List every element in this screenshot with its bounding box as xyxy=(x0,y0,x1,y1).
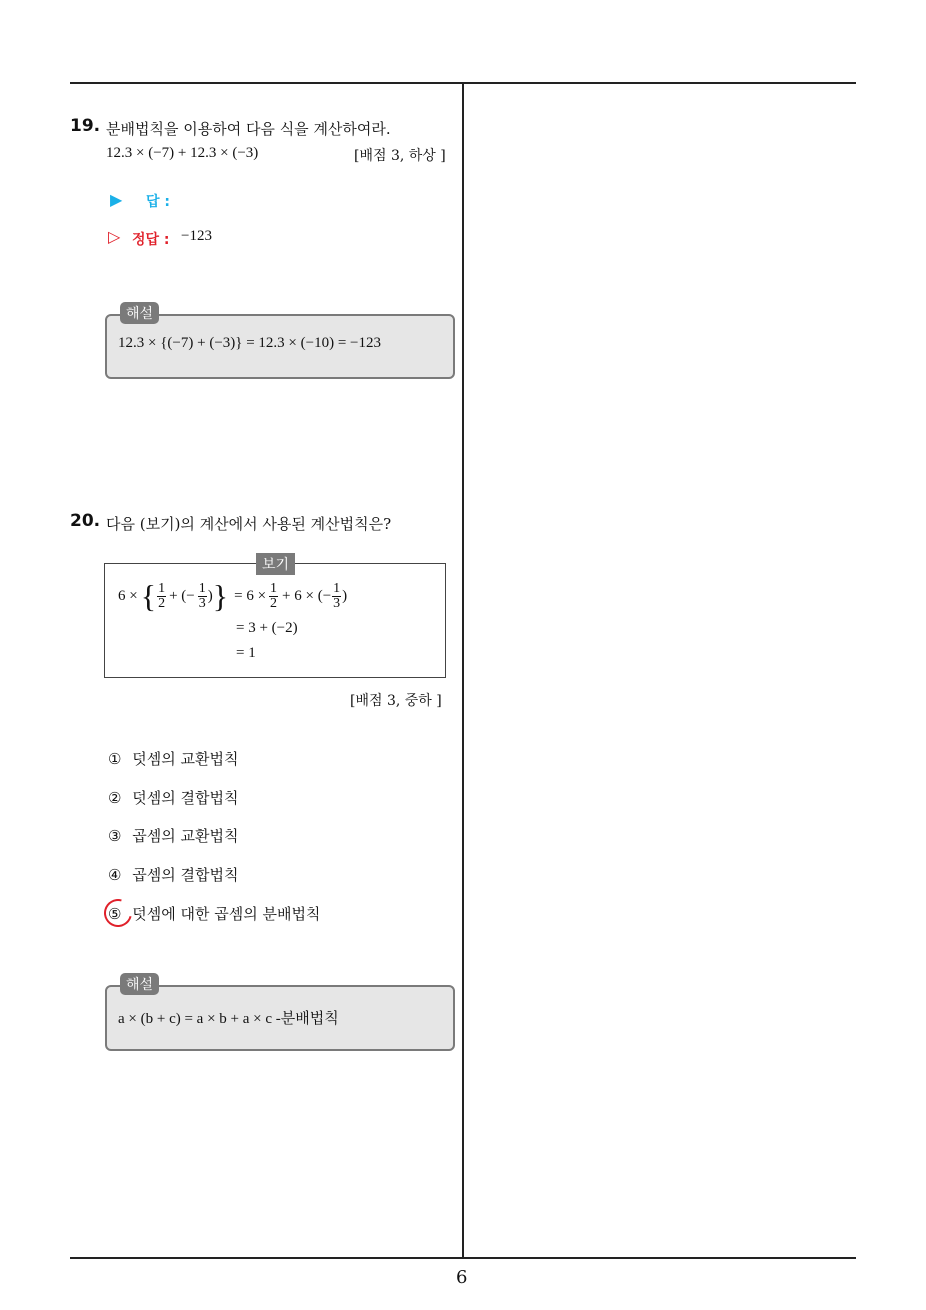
choice-text: 곱셈의 결합법칙 xyxy=(132,866,239,884)
numerator: 1 xyxy=(270,580,278,596)
denominator: 3 xyxy=(198,595,206,611)
fraction xyxy=(269,582,278,611)
choice-1[interactable] xyxy=(108,748,238,769)
choice-5[interactable] xyxy=(108,903,320,924)
correct-label: 정답 : xyxy=(132,232,170,248)
bogi-mid: + 6 × (− xyxy=(282,587,332,604)
fraction xyxy=(157,582,166,611)
column-divider xyxy=(462,82,464,1258)
choice-mark: ② xyxy=(108,789,122,807)
bogi-prefix: 6 × xyxy=(118,587,138,604)
numerator: 1 xyxy=(333,580,341,596)
question-expression: 12.3 × (−7) + 12.3 × (−3) xyxy=(106,145,259,161)
bogi-end: ) xyxy=(342,587,348,604)
choice-text: 덧셈에 대한 곱셈의 분배법칙 xyxy=(132,905,321,923)
fraction xyxy=(198,582,207,611)
question-number: 20. xyxy=(70,511,101,531)
left-brace: { xyxy=(140,578,157,614)
bottom-rule xyxy=(70,1257,856,1259)
choice-text: 덧셈의 교환법칙 xyxy=(132,750,239,768)
choice-mark: ⑤ xyxy=(108,905,122,923)
denominator: 2 xyxy=(270,595,278,611)
denominator: 3 xyxy=(333,595,341,611)
answer-label: 답 : xyxy=(146,194,170,210)
bogi-line-3: = 1 xyxy=(236,645,256,661)
question-number: 19. xyxy=(70,116,101,136)
page-number: 6 xyxy=(456,1267,468,1288)
explanation-tag: 해설 xyxy=(120,302,159,324)
choice-mark: ① xyxy=(108,750,122,768)
right-brace: } xyxy=(212,578,229,614)
explanation-text: a × (b + c) = a × b + a × c -분배법칙 xyxy=(118,1011,339,1027)
correct-arrow-icon: ▷ xyxy=(108,227,121,246)
bogi-close: ) xyxy=(207,587,213,604)
bogi-line-1 xyxy=(118,580,347,612)
bogi-eq1: = 6 × xyxy=(234,587,267,604)
correct-value: −123 xyxy=(181,228,212,244)
choice-mark: ③ xyxy=(108,827,122,845)
choice-3[interactable] xyxy=(108,825,238,846)
choice-text: 곱셈의 교환법칙 xyxy=(132,827,239,845)
numerator: 1 xyxy=(158,580,166,596)
bogi-tag: 보기 xyxy=(256,553,295,575)
explanation-text: 12.3 × {(−7) + (−3)} = 12.3 × (−10) = −123 xyxy=(118,335,382,351)
question-text: 다음 (보기)의 계산에서 사용된 계산법칙은? xyxy=(106,515,392,533)
choice-text: 덧셈의 결합법칙 xyxy=(132,789,239,807)
explanation-tag: 해설 xyxy=(120,973,159,995)
numerator: 1 xyxy=(198,580,206,596)
selected-circle-icon xyxy=(99,894,137,932)
choice-4[interactable] xyxy=(108,864,238,885)
bogi-plus: + (− xyxy=(169,587,195,604)
choice-mark: ④ xyxy=(108,866,122,884)
score-label: [배점 3, 중하 ] xyxy=(350,693,442,709)
score-label: [배점 3, 하상 ] xyxy=(354,148,446,164)
answer-arrow-icon: ▶ xyxy=(110,190,123,209)
choice-2[interactable] xyxy=(108,787,238,808)
question-text: 분배법칙을 이용하여 다음 식을 계산하여라. xyxy=(106,120,391,138)
denominator: 2 xyxy=(158,595,166,611)
fraction xyxy=(332,582,341,611)
bogi-line-2: = 3 + (−2) xyxy=(236,620,298,636)
